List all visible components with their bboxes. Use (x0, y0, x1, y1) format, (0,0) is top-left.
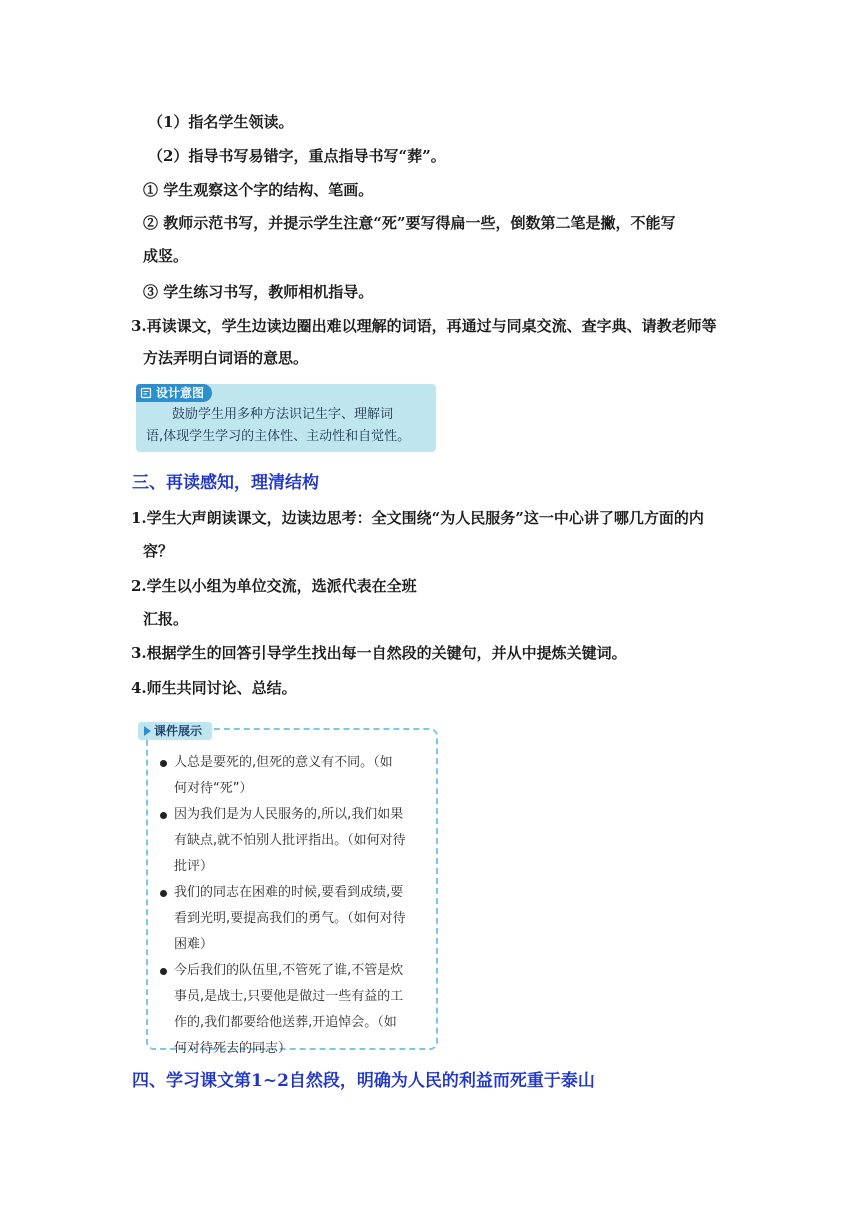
list-item-line: 有缺点,就不怕别人批评指出。（如何对待 (174, 833, 406, 848)
step-3-reread-cont: 方法弄明白词语的意思。 (143, 349, 309, 367)
list-item (160, 750, 430, 802)
courseware-label: 课件展示 (154, 724, 203, 738)
design-intent-line: 鼓励学生用多种方法识记生字、理解词 (172, 407, 394, 422)
step-1-read: （1）指名学生领读。 (148, 113, 294, 131)
step-3-reread: 3.再读课文，学生边读边圈出难以理解的词语，再通过与同桌交流、查字典、请教老师等 (131, 317, 717, 335)
section-3-item-2-cont: 汇报。 (143, 610, 189, 628)
design-intent-line: 语,体现学生学习的主体性、主动性和自觉性。 (146, 429, 411, 444)
document-icon (140, 387, 152, 399)
section-3-item-2: 2.学生以小组为单位交流，选派代表在全班 (131, 577, 417, 595)
design-intent-box (136, 384, 436, 452)
list-item-line: 今后我们的队伍里,不管死了谁,不管是炊 (174, 963, 404, 978)
step-2-writing: （2）指导书写易错字，重点指导书写“葬”。 (148, 147, 446, 165)
section-3-item-3: 3.根据学生的回答引导学生找出每一自然段的关键句，并从中提炼关键词。 (131, 644, 627, 662)
design-intent-tag (136, 384, 212, 402)
list-item-line: 批评） (174, 859, 214, 874)
bullet-icon (160, 890, 167, 897)
design-intent-label: 设计意图 (156, 386, 205, 400)
courseware-list (160, 750, 430, 1062)
bullet-icon (160, 812, 167, 819)
list-item-line: 事员,是战士,只要他是做过一些有益的工 (174, 989, 404, 1004)
bullet-icon (160, 968, 167, 975)
section-3-heading: 三、再读感知，理清结构 (132, 473, 319, 493)
step-demonstrate-cont: 成竖。 (143, 247, 189, 265)
list-item (160, 802, 430, 880)
play-icon (144, 726, 151, 736)
list-item-line: 何对待“死”） (174, 781, 253, 796)
design-intent-text (146, 404, 432, 448)
courseware-tag (138, 722, 212, 740)
section-4-heading: 四、学习课文第1~2自然段，明确为人民的利益而死重于泰山 (132, 1071, 595, 1091)
list-item (160, 880, 430, 958)
list-item-line: 因为我们是为人民服务的,所以,我们如果 (174, 807, 404, 822)
list-item-line: 人总是要死的,但死的意义有不同。（如 (174, 755, 393, 770)
courseware-slide-box (146, 724, 438, 1056)
step-observe: ① 学生观察这个字的结构、笔画。 (143, 181, 374, 199)
bullet-icon (160, 760, 167, 767)
list-item-line: 看到光明,要提高我们的勇气。（如何对待 (174, 911, 406, 926)
section-3-item-1: 1.学生大声朗读课文，边读边思考：全文围绕“为人民服务”这一中心讲了哪几方面的内 (131, 509, 704, 527)
list-item-line: 何对待死去的同志） (174, 1041, 292, 1056)
list-item-line: 困难） (174, 937, 214, 952)
list-item-line: 我们的同志在困难的时候,要看到成绩,要 (174, 885, 404, 900)
section-3-item-4: 4.师生共同讨论、总结。 (131, 679, 297, 697)
step-demonstrate: ② 教师示范书写，并提示学生注意“死”要写得扁一些，倒数第二笔是撇，不能写 (143, 214, 676, 232)
step-practice: ③ 学生练习书写，教师相机指导。 (143, 283, 374, 301)
section-3-item-1-cont: 容？ (143, 542, 174, 560)
list-item (160, 958, 430, 1062)
list-item-line: 作的,我们都要给他送葬,开追悼会。（如 (174, 1015, 397, 1030)
